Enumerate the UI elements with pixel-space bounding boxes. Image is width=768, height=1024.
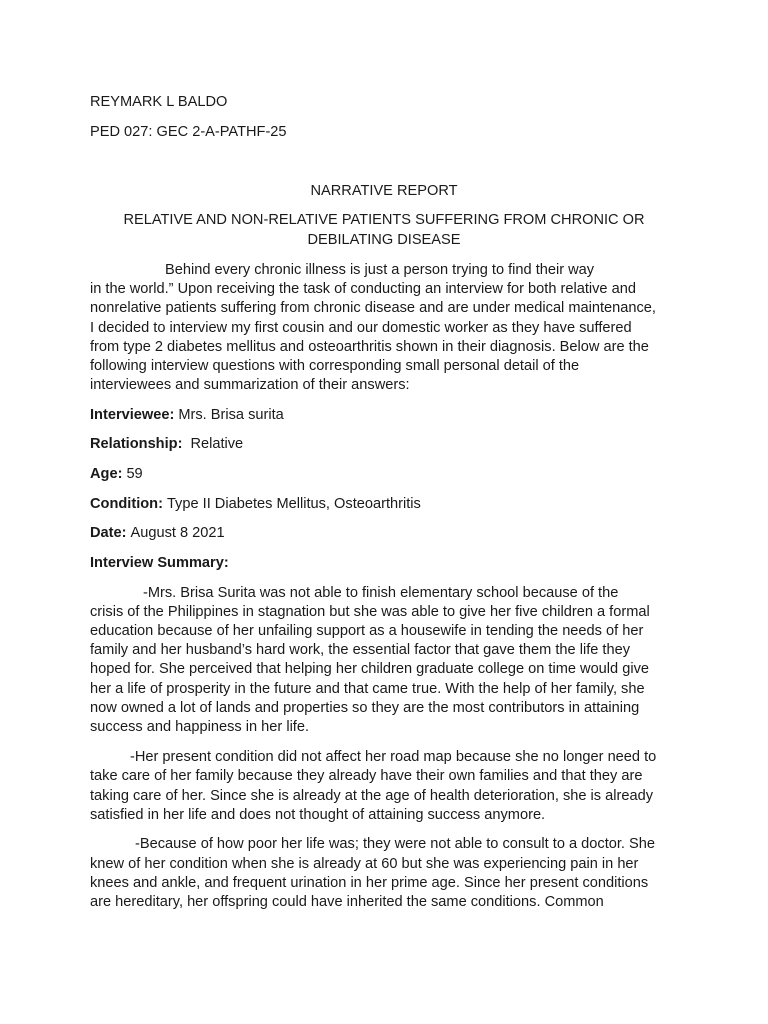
interviewee-row [90, 406, 284, 424]
summary-paragraph-line: now owned a lot of lands and properties so they are the most contributors in attaining [90, 700, 640, 716]
summary-paragraph-line: take care of her family because they already have their own families and that they are [90, 768, 643, 784]
age-row [90, 465, 143, 483]
summary-paragraph-line: satisfied in her life and does not thought of attaining success anymore. [90, 807, 546, 823]
summary-paragraph-line: crisis of the Philippines in stagnation but she was able to give her five children a formal [90, 604, 650, 620]
date-value: August 8 2021 [130, 525, 225, 541]
summary-paragraph-line: -Mrs. Brisa Surita was not able to finish elementary school because of the [143, 585, 619, 601]
summary-paragraph-line: -Her present condition did not affect her road map because she no longer need to [130, 749, 657, 765]
age-label: Age: [90, 466, 123, 482]
relationship-row [90, 435, 243, 453]
summary-paragraph-line: knew of her condition when she is already at 60 but she was experiencing pain in her [90, 856, 639, 872]
summary-paragraph-line: knees and ankle, and frequent urination in her prime age. Since her present conditions [90, 875, 649, 891]
relationship-label: Relationship: [90, 436, 183, 452]
summary-paragraph-line: education because of her unfailing support as a housewife in tending the needs of her [90, 623, 644, 639]
report-subtitle-line: RELATIVE AND NON-RELATIVE PATIENTS SUFFERING FROM CHRONIC OR [123, 212, 645, 228]
condition-value: Type II Diabetes Mellitus, Osteoarthritis [166, 496, 421, 512]
age-value: 59 [126, 466, 143, 482]
intro-line: in the world.” Upon receiving the task of conducting an interview for both relative and [90, 281, 636, 297]
intro-line: interviewees and summarization of their answers: [90, 377, 410, 393]
intro-line: Behind every chronic illness is just a person trying to find their way [165, 262, 595, 278]
course-code: PED 027: GEC 2-A-PATHF-25 [90, 124, 287, 140]
intro-line: following interview questions with corresponding small personal detail of the [90, 358, 580, 374]
author-name: REYMARK L BALDO [90, 94, 228, 110]
interview-summary-heading: Interview Summary: [90, 555, 229, 571]
intro-line: nonrelative patients suffering from chronic disease and are under medical maintenance, [90, 300, 656, 316]
interviewee-value: Mrs. Brisa surita [178, 407, 284, 423]
condition-label: Condition: [90, 496, 163, 512]
report-subtitle-line: DEBILATING DISEASE [307, 232, 461, 248]
summary-paragraph-line: hoped for. She perceived that helping her children graduate college on time would give [90, 661, 649, 677]
intro-line: from type 2 diabetes mellitus and osteoarthritis shown in their diagnosis. Below are the [90, 339, 649, 355]
summary-paragraph-line: success and happiness in her life. [90, 719, 310, 735]
summary-paragraph-line: family and her husband’s hard work, the essential factor that gave them the life they [90, 642, 631, 658]
condition-row [90, 495, 421, 513]
relationship-value: Relative [190, 436, 244, 452]
interviewee-label: Interviewee: [90, 407, 175, 423]
date-row [90, 524, 225, 542]
intro-line: I decided to interview my first cousin and our domestic worker as they have suffered [90, 320, 632, 336]
summary-paragraph-line: -Because of how poor her life was; they were not able to consult to a doctor. She [135, 836, 656, 852]
date-label: Date: [90, 525, 127, 541]
summary-paragraph-line: her a life of prosperity in the future and that came true. With the help of her family, she [90, 681, 645, 697]
summary-paragraph-line: taking care of her. Since she is already at the age of health deterioration, she is already [90, 788, 654, 804]
report-title: NARRATIVE REPORT [310, 183, 458, 199]
summary-paragraph-line: are hereditary, her offspring could have inherited the same conditions. Common [90, 894, 604, 910]
